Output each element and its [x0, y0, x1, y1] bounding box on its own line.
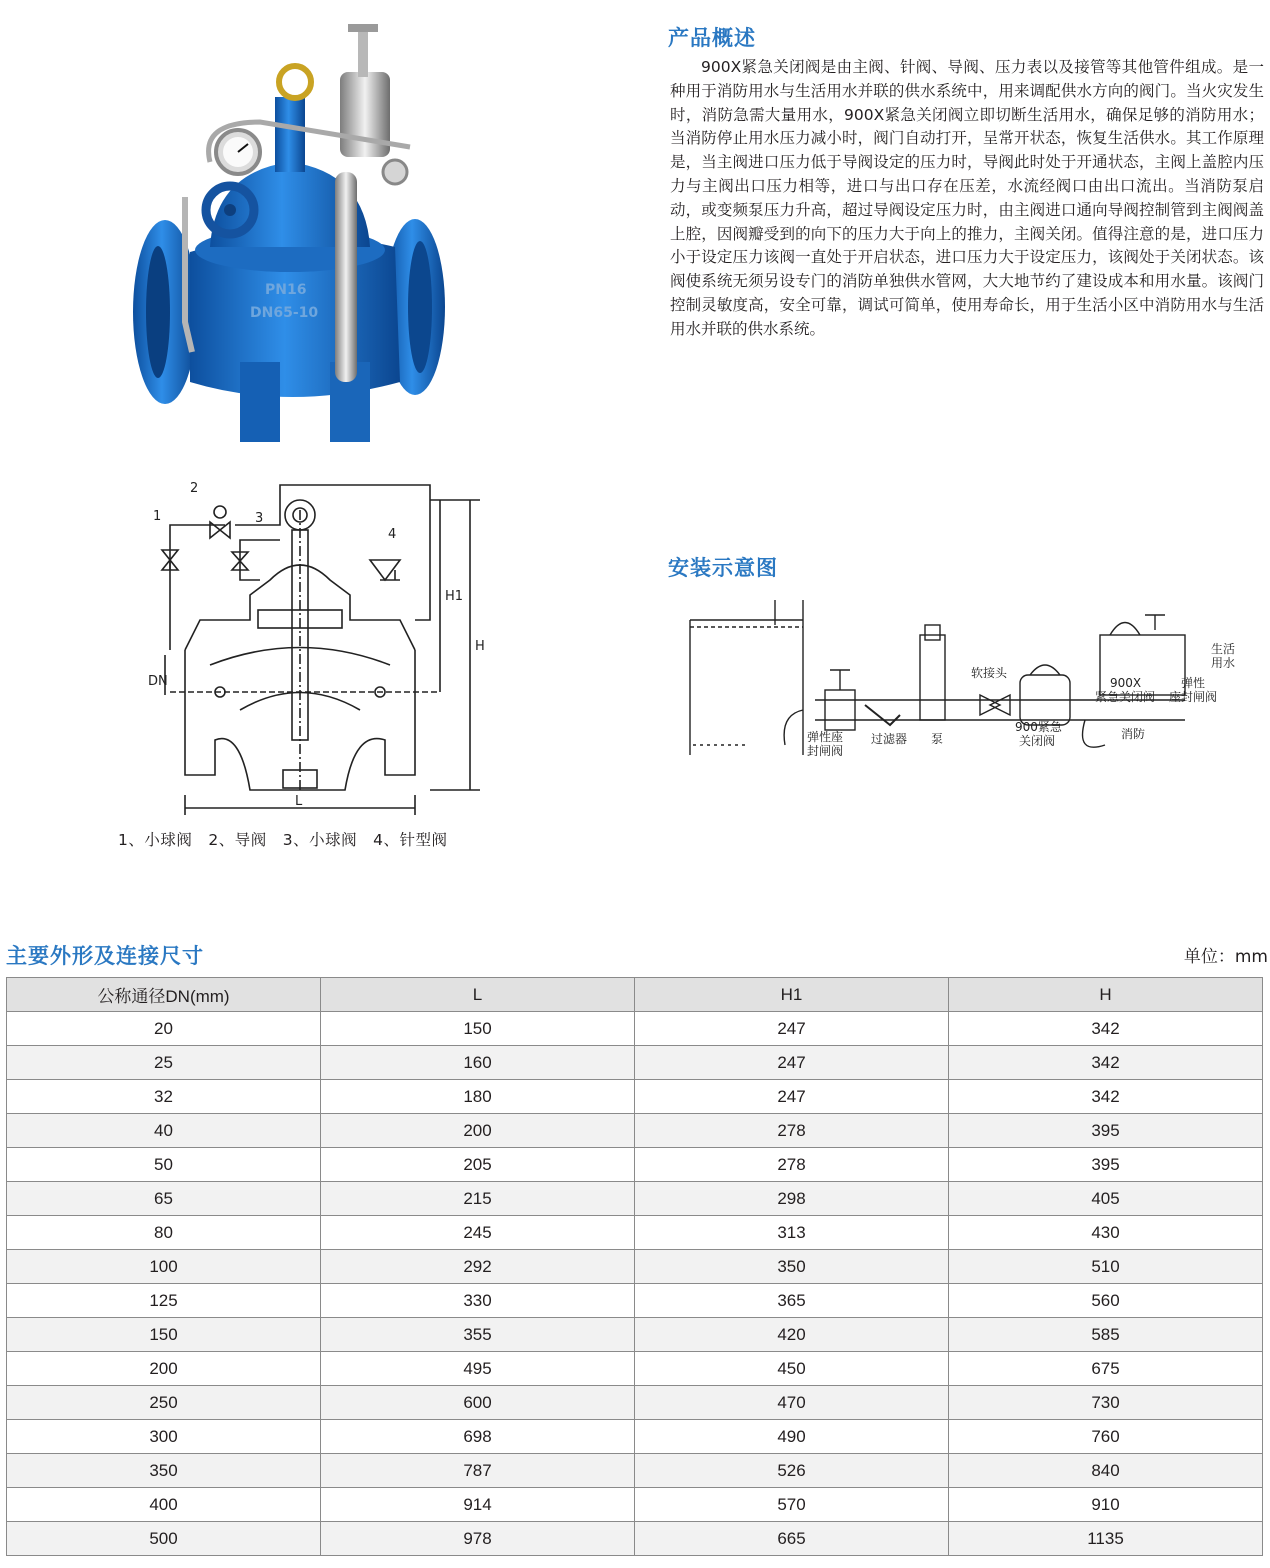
table-cell: 292: [321, 1250, 635, 1284]
install-label-gate2-a: 弹性: [1181, 676, 1206, 690]
table-cell: 405: [949, 1182, 1263, 1216]
table-cell: 400: [7, 1488, 321, 1522]
table-row: [7, 1522, 1263, 1556]
table-cell: 245: [321, 1216, 635, 1250]
table-cell: 215: [321, 1182, 635, 1216]
table-cell: 342: [949, 1012, 1263, 1046]
table-cell: 342: [949, 1080, 1263, 1114]
install-label-valve900-b: 关闭阀: [1019, 734, 1056, 748]
table-cell: 430: [949, 1216, 1263, 1250]
table-row: [7, 1046, 1263, 1080]
table-cell: 160: [321, 1046, 635, 1080]
table-cell: 350: [635, 1250, 949, 1284]
table-cell: 420: [635, 1318, 949, 1352]
dimensions-title: 主要外形及连接尺寸: [6, 944, 204, 968]
col-dn: 公称通径DN(mm): [7, 978, 321, 1012]
table-row: [7, 1216, 1263, 1250]
table-cell: 50: [7, 1148, 321, 1182]
table-cell: 730: [949, 1386, 1263, 1420]
dim-h1-label: H1: [445, 589, 464, 604]
table-cell: 313: [635, 1216, 949, 1250]
overview-title: 产品概述: [668, 26, 756, 50]
table-cell: 205: [321, 1148, 635, 1182]
table-cell: 298: [635, 1182, 949, 1216]
table-cell: 100: [7, 1250, 321, 1284]
table-row: [7, 1386, 1263, 1420]
table-row: [7, 1012, 1263, 1046]
callout-3: 3: [255, 511, 264, 526]
table-cell: 365: [635, 1284, 949, 1318]
table-row: [7, 1182, 1263, 1216]
table-cell: 526: [635, 1454, 949, 1488]
table-row: [7, 1318, 1263, 1352]
overview-text: 900X紧急关闭阀是由主阀、针阀、导阀、压力表以及接管等其他管件组成。是一种用于消防用水与生活用水并联的供水系统中，用来调配供水方向的阀门。当火灾发生时，消防急需大量用水，900X紧急关闭阀立即切断生活用水，确保足够的消防用水；当消防停止用水压力减小时，阀门自动打开，呈常开状态，恢复生活供水。其工作原理是，当主阀进口压力低于导阀设定的压力时，导阀此时处于开通状态，主阀上盖腔内压力与主阀出口压力相等，进口与出口存在压差，水流经阀口由出口流出。当消防泵启动，或变频泵压力升高，超过导阀设定压力时，由主阀进口通向导阀控制管到主阀阀盖上腔，因阀瓣受到的向下的压力大于向上的推力，主阀关闭。值得注意的是，进口压力小于设定压力该阀一直处于开启状态，进口压力大于设定压力，该阀处于关闭状态。该阀使系统无须另设专门的消防单独供水管网，大大地节约了建设成本和用水量。该阀门控制灵敏度高，安全可靠，调试可简单，使用寿命长，用于生活小区中消防用水与生活用水并联的供水系统。: [670, 58, 1264, 338]
product-photo: [130, 22, 450, 452]
table-cell: 787: [321, 1454, 635, 1488]
table-cell: 500: [7, 1522, 321, 1556]
table-cell: 200: [321, 1114, 635, 1148]
table-cell: 278: [635, 1148, 949, 1182]
table-cell: 914: [321, 1488, 635, 1522]
table-cell: 910: [949, 1488, 1263, 1522]
callout-2: 2: [190, 481, 199, 496]
table-cell: 510: [949, 1250, 1263, 1284]
table-cell: 25: [7, 1046, 321, 1080]
install-label-valve900x-b: 紧急关闭阀: [1095, 690, 1156, 704]
table-cell: 470: [635, 1386, 949, 1420]
dim-l-label: L: [295, 794, 303, 809]
col-l: L: [321, 978, 635, 1012]
table-cell: 330: [321, 1284, 635, 1318]
table-row: [7, 1080, 1263, 1114]
table-cell: 300: [7, 1420, 321, 1454]
install-title: 安装示意图: [668, 556, 778, 580]
table-cell: 395: [949, 1148, 1263, 1182]
table-row: [7, 1114, 1263, 1148]
install-label-filter: 过滤器: [871, 732, 908, 746]
dim-h-label: H: [475, 639, 485, 654]
technical-drawing: [140, 470, 500, 820]
install-label-pump: 泵: [931, 732, 944, 746]
table-row: [7, 1284, 1263, 1318]
table-cell: 247: [635, 1080, 949, 1114]
table-cell: 585: [949, 1318, 1263, 1352]
table-cell: 32: [7, 1080, 321, 1114]
table-cell: 355: [321, 1318, 635, 1352]
table-cell: 698: [321, 1420, 635, 1454]
col-h1: H1: [635, 978, 949, 1012]
col-h: H: [949, 978, 1263, 1012]
table-cell: 490: [635, 1420, 949, 1454]
install-label-gate1-b: 封闸阀: [807, 744, 844, 758]
table-cell: 978: [321, 1522, 635, 1556]
table-row: [7, 1488, 1263, 1522]
table-cell: 675: [949, 1352, 1263, 1386]
table-cell: 250: [7, 1386, 321, 1420]
table-cell: 342: [949, 1046, 1263, 1080]
callout-1: 1: [153, 509, 162, 524]
install-label-fire: 消防: [1121, 727, 1146, 741]
table-row: [7, 1454, 1263, 1488]
table-cell: 560: [949, 1284, 1263, 1318]
table-header-row: [7, 978, 1263, 1012]
callout-4: 4: [388, 527, 397, 542]
table-cell: 278: [635, 1114, 949, 1148]
table-cell: 65: [7, 1182, 321, 1216]
drawing-legend: 1、小球阀 2、导阀 3、小球阀 4、针型阀: [118, 831, 448, 849]
table-cell: 495: [321, 1352, 635, 1386]
body-mark-dn: DN65-10: [250, 305, 319, 321]
dim-dn-label: DN: [148, 674, 168, 689]
table-cell: 570: [635, 1488, 949, 1522]
install-label-gate1-a: 弹性座: [807, 730, 844, 744]
unit-label: 单位：mm: [1183, 947, 1268, 967]
table-row: [7, 1148, 1263, 1182]
table-cell: 600: [321, 1386, 635, 1420]
install-label-valve900-a: 900紧急: [1015, 720, 1062, 734]
install-label-life-a: 生活: [1211, 642, 1236, 656]
table-cell: 80: [7, 1216, 321, 1250]
table-cell: 125: [7, 1284, 321, 1318]
table-cell: 1135: [949, 1522, 1263, 1556]
table-cell: 247: [635, 1046, 949, 1080]
install-label-gate2-b: 座封闸阀: [1169, 690, 1218, 704]
table-cell: 40: [7, 1114, 321, 1148]
dimensions-table: [6, 977, 1263, 1556]
table-cell: 150: [321, 1012, 635, 1046]
table-cell: 840: [949, 1454, 1263, 1488]
body-mark-pn: PN16: [265, 282, 307, 298]
install-diagram: [685, 595, 1255, 785]
table-row: [7, 1250, 1263, 1284]
table-row: [7, 1352, 1263, 1386]
table-cell: 350: [7, 1454, 321, 1488]
install-label-valve900x-a: 900X: [1110, 676, 1142, 690]
table-cell: 200: [7, 1352, 321, 1386]
table-cell: 180: [321, 1080, 635, 1114]
table-cell: 450: [635, 1352, 949, 1386]
table-cell: 150: [7, 1318, 321, 1352]
install-label-life-b: 用水: [1211, 656, 1236, 670]
table-cell: 395: [949, 1114, 1263, 1148]
table-cell: 20: [7, 1012, 321, 1046]
table-cell: 247: [635, 1012, 949, 1046]
table-cell: 665: [635, 1522, 949, 1556]
table-row: [7, 1420, 1263, 1454]
install-label-hose: 软接头: [971, 666, 1008, 680]
table-cell: 760: [949, 1420, 1263, 1454]
